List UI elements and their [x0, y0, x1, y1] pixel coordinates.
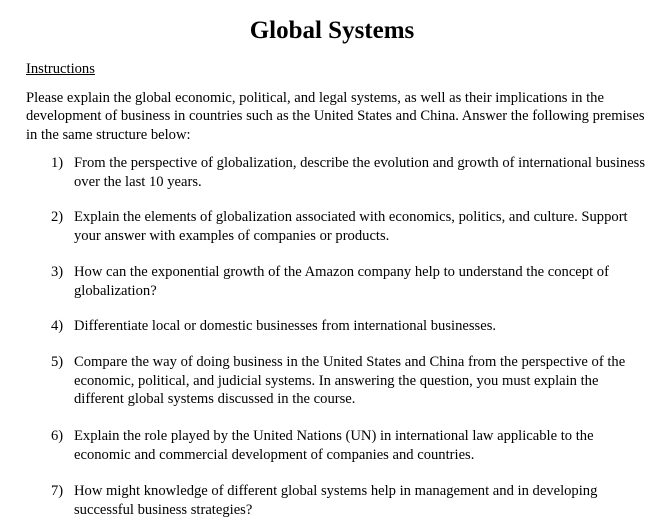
- item-text: [74, 317, 664, 336]
- item-line: over the last 10 years.: [74, 173, 202, 190]
- item-number: 5): [51, 354, 64, 370]
- intro-line: in the same structure below:: [26, 126, 191, 143]
- item-number: 1): [51, 155, 64, 171]
- item-text: [74, 154, 664, 191]
- item-line: How can the exponential growth of the Amazon company help to understand the concept of: [74, 264, 609, 280]
- item-line: your answer with examples of companies or products.: [74, 227, 390, 244]
- item-line: economic, political, and judicial systems. In answering the question, you must explain the: [74, 372, 599, 389]
- item-line: Explain the elements of globalization associated with economics, politics, and culture. Support: [74, 209, 628, 225]
- item-line: globalization?: [74, 282, 157, 299]
- intro-paragraph: [26, 89, 664, 144]
- item-line: Explain the role played by the United Nations (UN) in international law applicable to the: [74, 428, 594, 444]
- intro-line: Please explain the global economic, political, and legal systems, as well as their implications in the: [26, 90, 604, 106]
- item-line: economic and commercial development of companies and countries.: [74, 446, 475, 463]
- item-line: From the perspective of globalization, describe the evolution and growth of international business: [74, 155, 646, 171]
- item-line: Compare the way of doing business in the United States and China from the perspective of the: [74, 354, 626, 370]
- item-line: Differentiate local or domestic businesses from international businesses.: [74, 318, 497, 334]
- item-number: 6): [51, 428, 64, 444]
- intro-line: development of business in countries such as the United States and China. Answer the following premises: [26, 108, 645, 125]
- item-text: [74, 353, 664, 409]
- item-number: 7): [51, 483, 64, 499]
- item-number: 4): [51, 318, 64, 334]
- item-text: [74, 208, 664, 245]
- item-text: [74, 482, 664, 519]
- item-number: 2): [51, 209, 64, 225]
- item-line: different global systems discussed in the course.: [74, 391, 356, 407]
- item-text: [74, 263, 664, 300]
- instructions-heading: Instructions: [26, 61, 95, 77]
- item-number: 3): [51, 264, 64, 280]
- page-title: Global Systems: [249, 17, 415, 44]
- item-line: How might knowledge of different global systems help in management and in developing: [74, 483, 598, 499]
- item-line: successful business strategies?: [74, 501, 253, 518]
- item-text: [74, 427, 664, 464]
